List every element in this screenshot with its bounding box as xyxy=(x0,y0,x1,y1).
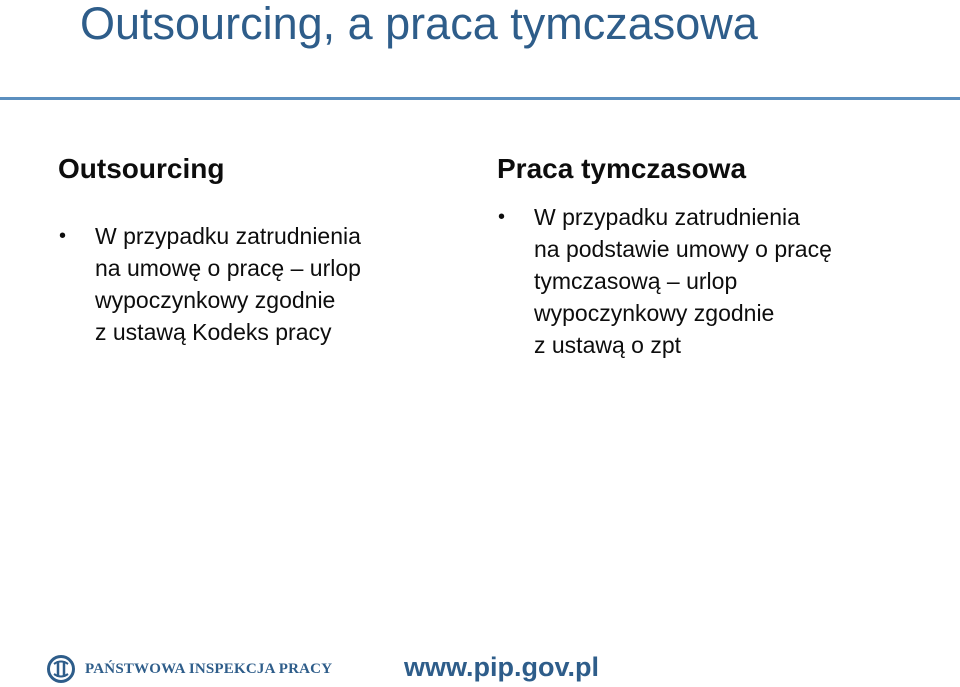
temporary-work-column xyxy=(497,152,937,361)
logo-text: PAŃSTWOWA INSPEKCJA PRACY xyxy=(85,660,333,677)
bullet-line: z ustawą Kodeks pracy xyxy=(95,319,332,345)
outsourcing-column xyxy=(58,152,438,348)
temporary-work-heading: Praca tymczasowa xyxy=(497,153,747,184)
temporary-work-bullet xyxy=(497,201,937,361)
outsourcing-bullet xyxy=(58,220,438,348)
bullet-line: na umowę o pracę – urlop xyxy=(95,255,361,281)
bullet-dot-icon: • xyxy=(59,225,67,247)
bullet-line: W przypadku zatrudnienia xyxy=(534,204,800,230)
title-divider xyxy=(0,97,960,100)
bullet-line: W przypadku zatrudnienia xyxy=(95,223,361,249)
pip-logo[interactable] xyxy=(47,653,332,685)
pip-emblem-icon xyxy=(47,655,75,683)
bullet-line: tymczasową – urlop xyxy=(534,268,738,294)
outsourcing-heading: Outsourcing xyxy=(58,153,225,184)
bullet-line: wypoczynkowy zgodnie xyxy=(95,287,336,313)
bullet-dot-icon: • xyxy=(498,206,506,228)
website-link[interactable]: www.pip.gov.pl xyxy=(404,652,599,682)
bullet-line: wypoczynkowy zgodnie xyxy=(534,300,775,326)
bullet-line: na podstawie umowy o pracę xyxy=(534,236,832,262)
slide-title: Outsourcing, a praca tymczasowa xyxy=(80,0,758,49)
bullet-line: z ustawą o zpt xyxy=(534,332,682,358)
